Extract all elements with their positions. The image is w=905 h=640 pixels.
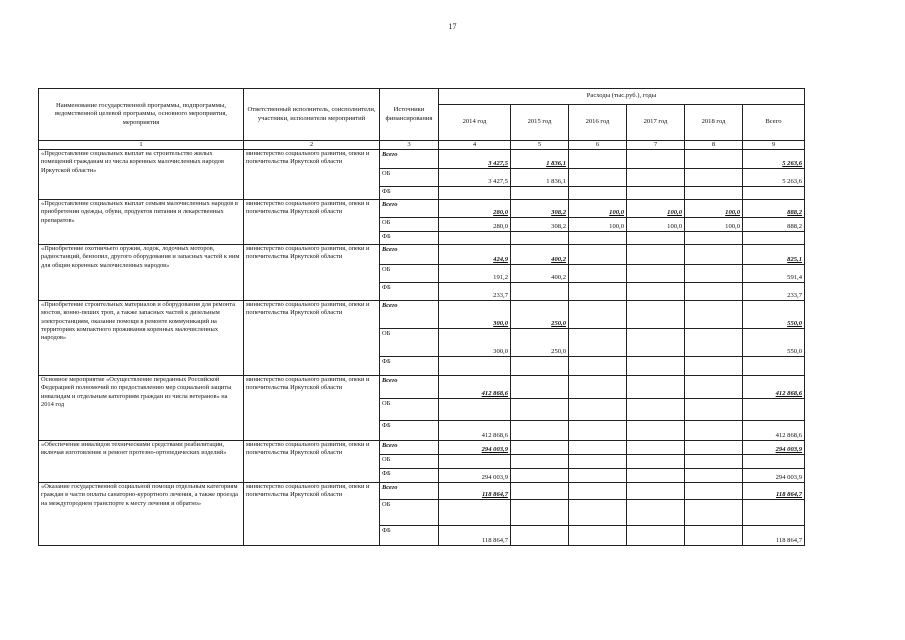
year-value-cell (569, 232, 627, 245)
funding-source-label: ФБ (380, 357, 439, 376)
table-row (39, 376, 805, 399)
funding-source-label: ОБ (380, 399, 439, 421)
year-value-cell: 191,2 (439, 265, 511, 283)
measure-name: «Обеспечение инвалидов техническими средствами реабилитации, включая изготовление и ремонт протезно-ортопедических изделий» (39, 441, 244, 483)
total-value-cell (743, 500, 805, 526)
year-value-cell (685, 421, 743, 441)
total-value-cell: 412 868,6 (743, 421, 805, 441)
year-value-cell (627, 169, 685, 187)
year-value-cell: 300,0 (439, 329, 511, 357)
year-value-cell (569, 526, 627, 546)
year-value-cell (627, 526, 685, 546)
year-value-cell (627, 301, 685, 329)
year-value-cell (685, 283, 743, 301)
funding-source-label: Всего (380, 245, 439, 265)
year-value-cell: 100,0 (685, 218, 743, 232)
year-value-cell (511, 455, 569, 469)
funding-source-label: ФБ (380, 232, 439, 245)
measure-name: «Оказание государственной социальной помощи отдельным категориям граждан в части оплаты санаторно-курортного лечения, а также проезда на междугороднем транспорте к месту лечения и обратно» (39, 483, 244, 546)
column-number: 8 (685, 141, 743, 150)
year-value-cell (627, 265, 685, 283)
total-value-cell: 233,7 (743, 283, 805, 301)
year-value-cell (627, 283, 685, 301)
funding-source-label: Всего (380, 200, 439, 218)
year-value-cell (685, 187, 743, 200)
year-value-cell (627, 376, 685, 399)
table-row (39, 441, 805, 455)
measure-name: «Приобретение строительных материалов и оборудования для ремонта мостов, конно-пеших троп, а также запасных частей к дизельным электростанциям, оказание помощи в ремонте коммуникаций на территориях компактного проживания коренных малочисленных народов» (39, 301, 244, 376)
year-value-cell: 118 864,7 (439, 526, 511, 546)
year-value-cell (627, 232, 685, 245)
total-value-cell (743, 187, 805, 200)
funding-source-label: ФБ (380, 187, 439, 200)
measure-executor: министерство социального развития, опеки и попечительства Иркутской области (244, 376, 380, 441)
year-value-cell (511, 441, 569, 455)
year-value-cell: 100,0 (569, 200, 627, 218)
measure-name: «Предоставление социальных выплат на строительство жилых помещений гражданам из числа коренных малочисленных народов Иркутской области» (39, 150, 244, 200)
year-value-cell (685, 399, 743, 421)
year-value-cell (685, 301, 743, 329)
year-value-cell: 280,0 (439, 200, 511, 218)
year-value-cell (511, 283, 569, 301)
year-value-cell (569, 376, 627, 399)
year-value-cell: 1 836,1 (511, 150, 569, 169)
year-value-cell (511, 526, 569, 546)
year-value-cell: 294 003,9 (439, 441, 511, 455)
year-value-cell (439, 500, 511, 526)
funding-source-label: Всего (380, 483, 439, 500)
header-year: 2018 год (685, 105, 743, 141)
funding-source-label: ОБ (380, 265, 439, 283)
year-value-cell (511, 376, 569, 399)
funding-source-label: Всего (380, 376, 439, 399)
column-number: 9 (743, 141, 805, 150)
year-value-cell (511, 483, 569, 500)
year-value-cell: 294 003,9 (439, 469, 511, 483)
year-value-cell (569, 357, 627, 376)
year-value-cell: 3 427,5 (439, 169, 511, 187)
year-value-cell (685, 150, 743, 169)
total-value-cell: 5 263,6 (743, 169, 805, 187)
year-value-cell: 100,0 (685, 200, 743, 218)
year-value-cell (685, 265, 743, 283)
total-value-cell: 888,2 (743, 200, 805, 218)
measure-executor: министерство социального развития, опеки и попечительства Иркутской области (244, 483, 380, 546)
year-value-cell (685, 232, 743, 245)
year-value-cell (439, 187, 511, 200)
year-value-cell (439, 455, 511, 469)
year-value-cell (569, 421, 627, 441)
year-value-cell: 412 868,6 (439, 376, 511, 399)
table-row (39, 245, 805, 265)
total-value-cell: 550,0 (743, 329, 805, 357)
funding-source-label: Всего (380, 150, 439, 169)
header-numbers-row (39, 141, 805, 150)
year-value-cell (439, 232, 511, 245)
year-value-cell (627, 421, 685, 441)
measure-name: Основное мероприятие «Осуществление переданных Российской Федерацией полномочий по предоставлению мер социальной защиты инвалидам и отдельным категориям граждан из числа ветеранов» на 2014 год (39, 376, 244, 441)
year-value-cell: 280,0 (439, 218, 511, 232)
total-value-cell: 294 003,9 (743, 469, 805, 483)
year-value-cell (685, 526, 743, 546)
year-value-cell (511, 187, 569, 200)
year-value-cell: 233,7 (439, 283, 511, 301)
year-value-cell (627, 329, 685, 357)
funding-source-label: ОБ (380, 218, 439, 232)
year-value-cell (685, 376, 743, 399)
year-value-cell (627, 441, 685, 455)
year-value-cell (627, 357, 685, 376)
year-value-cell (627, 150, 685, 169)
year-value-cell (511, 469, 569, 483)
header-year: 2016 год (569, 105, 627, 141)
table-row (39, 483, 805, 500)
year-value-cell (569, 483, 627, 500)
page-number: 17 (448, 22, 457, 31)
column-number: 3 (380, 141, 439, 150)
total-value-cell (743, 232, 805, 245)
year-value-cell (685, 500, 743, 526)
year-value-cell (569, 283, 627, 301)
year-value-cell (569, 265, 627, 283)
header-year: 2015 год (511, 105, 569, 141)
year-value-cell (627, 469, 685, 483)
funding-source-label: Всего (380, 441, 439, 455)
total-value-cell: 118 864,7 (743, 526, 805, 546)
funding-source-label: ОБ (380, 329, 439, 357)
year-value-cell (511, 232, 569, 245)
year-value-cell (439, 357, 511, 376)
column-number: 2 (244, 141, 380, 150)
total-value-cell (743, 455, 805, 469)
column-number: 4 (439, 141, 511, 150)
total-value-cell: 550,0 (743, 301, 805, 329)
column-number: 6 (569, 141, 627, 150)
year-value-cell (627, 483, 685, 500)
header-year: 2017 год (627, 105, 685, 141)
year-value-cell: 3 427,5 (439, 150, 511, 169)
year-value-cell (569, 399, 627, 421)
measure-name: «Приобретение охотничьего оружия, лодок, лодочных моторов, радиостанций, бензопил, другого оборудования и запасных частей к ним для общин коренных малочисленных народов» (39, 245, 244, 301)
year-value-cell (685, 169, 743, 187)
year-value-cell (569, 441, 627, 455)
total-value-cell: 118 864,7 (743, 483, 805, 500)
measure-executor: министерство социального развития, опеки и попечительства Иркутской области (244, 441, 380, 483)
year-value-cell (685, 441, 743, 455)
funding-source-label: ОБ (380, 169, 439, 187)
funding-source-label: ФБ (380, 421, 439, 441)
total-value-cell: 825,1 (743, 245, 805, 265)
measure-executor: министерство социального развития, опеки и попечительства Иркутской области (244, 301, 380, 376)
year-value-cell: 300,0 (439, 301, 511, 329)
funding-source-label: ФБ (380, 469, 439, 483)
year-value-cell (569, 187, 627, 200)
total-value-cell: 412 868,6 (743, 376, 805, 399)
column-number: 1 (39, 141, 244, 150)
year-value-cell (685, 455, 743, 469)
year-value-cell (569, 469, 627, 483)
total-value-cell: 294 003,9 (743, 441, 805, 455)
year-value-cell (627, 455, 685, 469)
year-value-cell (569, 329, 627, 357)
budget-table (38, 88, 805, 546)
table-row (39, 301, 805, 329)
header-funding-source: Источники финансирования (380, 89, 439, 141)
table-row (39, 200, 805, 218)
year-value-cell: 308,2 (511, 200, 569, 218)
funding-source-label: ФБ (380, 526, 439, 546)
year-value-cell (439, 399, 511, 421)
column-number: 7 (627, 141, 685, 150)
year-value-cell (569, 150, 627, 169)
year-value-cell: 250,0 (511, 329, 569, 357)
year-value-cell (685, 483, 743, 500)
header-executor: Ответственный исполнитель, соисполнители, участники, исполнители мероприятий (244, 89, 380, 141)
year-value-cell (627, 245, 685, 265)
year-value-cell: 100,0 (627, 218, 685, 232)
year-value-cell: 308,2 (511, 218, 569, 232)
header-year: 2014 год (439, 105, 511, 141)
year-value-cell (685, 329, 743, 357)
total-value-cell: 5 263,6 (743, 150, 805, 169)
funding-source-label: ФБ (380, 283, 439, 301)
total-value-cell: 591,4 (743, 265, 805, 283)
year-value-cell: 412 868,6 (439, 421, 511, 441)
measure-executor: министерство социального развития, опеки и попечительства Иркутской области (244, 150, 380, 200)
year-value-cell (685, 469, 743, 483)
table-body (39, 150, 805, 546)
year-value-cell (627, 500, 685, 526)
measure-executor: министерство социального развития, опеки и попечительства Иркутской области (244, 200, 380, 245)
funding-source-label: ОБ (380, 455, 439, 469)
year-value-cell (627, 187, 685, 200)
year-value-cell (511, 357, 569, 376)
year-value-cell: 118 864,7 (439, 483, 511, 500)
funding-source-label: Всего (380, 301, 439, 329)
year-value-cell (569, 169, 627, 187)
year-value-cell (511, 399, 569, 421)
total-value-cell: 888,2 (743, 218, 805, 232)
column-number: 5 (511, 141, 569, 150)
year-value-cell: 1 836,1 (511, 169, 569, 187)
year-value-cell: 250,0 (511, 301, 569, 329)
funding-source-label: ОБ (380, 500, 439, 526)
year-value-cell (511, 421, 569, 441)
table-row (39, 150, 805, 169)
total-value-cell (743, 399, 805, 421)
year-value-cell (685, 245, 743, 265)
header-total: Всего (743, 105, 805, 141)
year-value-cell (569, 500, 627, 526)
header-expenses: Расходы (тыс.руб.), годы (439, 89, 805, 105)
year-value-cell (569, 301, 627, 329)
year-value-cell (627, 399, 685, 421)
header-program-name: Наименование государственной программы, подпрограммы, ведомственной целевой программы, основного мероприятия, мероприятия (39, 89, 244, 141)
measure-name: «Предоставление социальных выплат семьям малочисленных народов в приобретении одежды, обуви, продуктов питания и лекарственных препаратов» (39, 200, 244, 245)
total-value-cell (743, 357, 805, 376)
year-value-cell: 400,2 (511, 245, 569, 265)
measure-executor: министерство социального развития, опеки и попечительства Иркутской области (244, 245, 380, 301)
year-value-cell (511, 500, 569, 526)
year-value-cell: 100,0 (627, 200, 685, 218)
year-value-cell (569, 455, 627, 469)
year-value-cell: 100,0 (569, 218, 627, 232)
year-value-cell (685, 357, 743, 376)
year-value-cell (569, 245, 627, 265)
year-value-cell: 424,9 (439, 245, 511, 265)
year-value-cell: 400,2 (511, 265, 569, 283)
